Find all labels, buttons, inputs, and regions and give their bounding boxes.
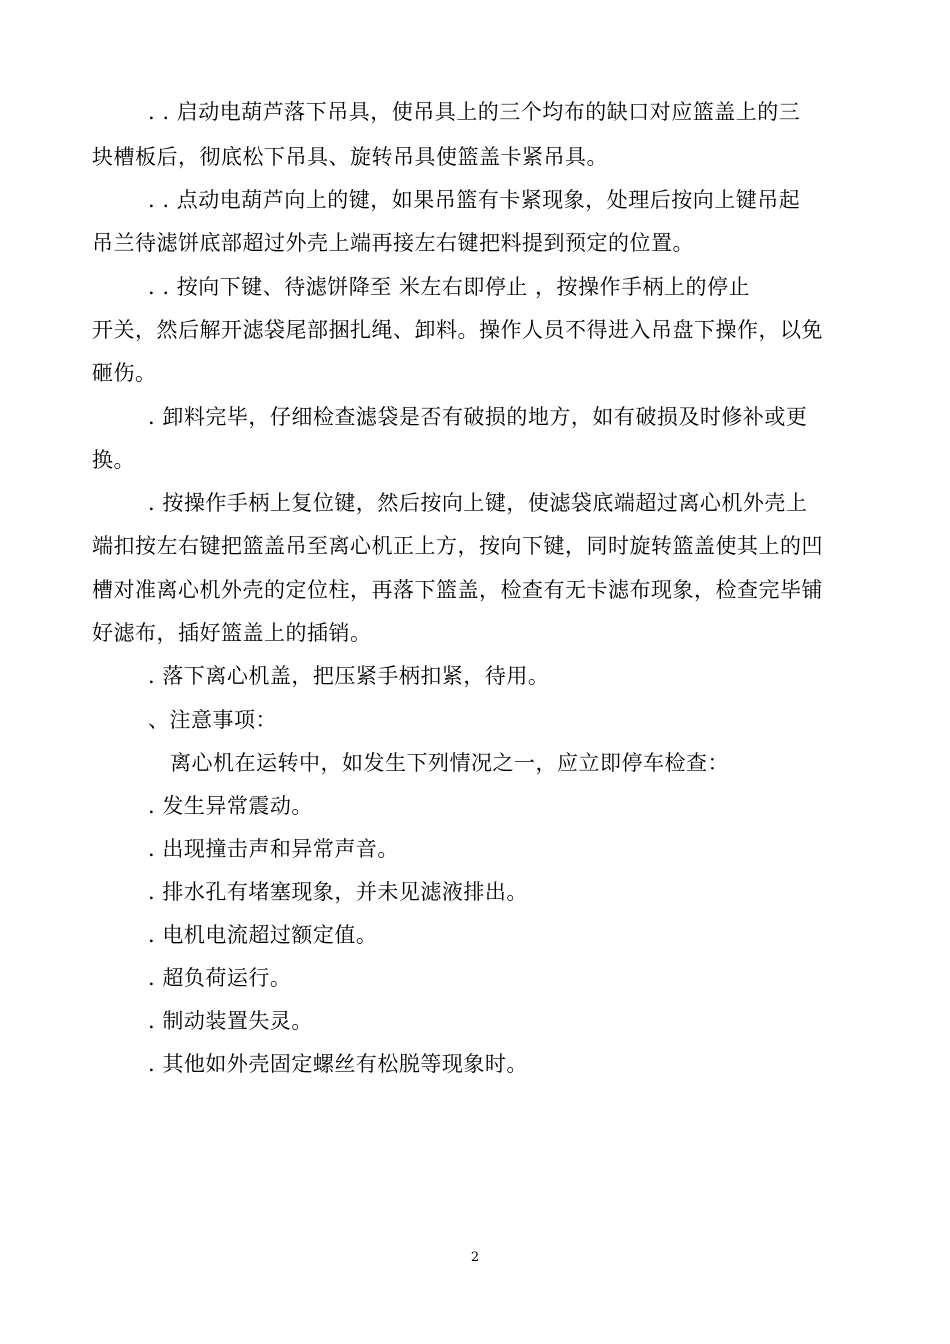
paragraph-2-line-1: . . 点动电葫芦向上的键，如果吊篮有卡紧现象，处理后按向上键吊起 (148, 188, 801, 212)
paragraph-1-line-1: . . 启动电葫芦落下吊具，使吊具上的三个均布的缺口对应篮盖上的三 (148, 100, 801, 124)
paragraph-5-line-3: 槽对准离心机外壳的定位柱，再落下篮盖，检查有无卡滤布现象，检查完毕铺 (92, 578, 823, 602)
paragraph-3-line-1: . . 按向下键、待滤饼降至 米左右即停止 ，按操作手柄上的停止 (148, 275, 751, 299)
paragraph-5-line-2: 端扣按左右键把篮盖吊至离心机正上方，按向下键，同时旋转篮盖使其上的凹 (92, 534, 823, 558)
paragraph-4-line-1: . 卸料完毕，仔细检查滤袋是否有破损的地方，如有破损及时修补或更 (148, 405, 808, 429)
paragraph-5-line-1: . 按操作手柄上复位键，然后按向上键，使滤袋底端超过离心机外壳上 (148, 491, 808, 515)
checklist-item: . 超负荷运行。 (148, 966, 292, 990)
checklist-item: . 发生异常震动。 (148, 794, 313, 818)
paragraph-6-line-1: . 落下离心机盖，把压紧手柄扣紧，待用。 (148, 664, 550, 688)
paragraph-3-line-3: 砸伤。 (92, 361, 157, 385)
section-intro: 离心机在运转中，如发生下列情况之一，应立即停车检查： (170, 751, 729, 775)
checklist-item: . 排水孔有堵塞现象，并未见滤液排出。 (148, 880, 528, 904)
section-heading: 、注意事项： (148, 708, 277, 732)
paragraph-3-line-2: 开关，然后解开滤袋尾部捆扎绳、卸料。操作人员不得进入吊盘下操作，以免 (92, 318, 823, 342)
checklist-item: . 出现撞击声和异常声音。 (148, 837, 399, 861)
checklist-item: . 其他如外壳固定螺丝有松脱等现象时。 (148, 1052, 528, 1076)
checklist-item: . 电机电流超过额定值。 (148, 923, 378, 947)
paragraph-1-line-2: 块槽板后，彻底松下吊具、旋转吊具使篮盖卡紧吊具。 (92, 145, 608, 169)
paragraph-5-line-4: 好滤布，插好篮盖上的插销。 (92, 621, 372, 645)
paragraph-4-line-2: 换。 (92, 448, 135, 472)
checklist-item: . 制动装置失灵。 (148, 1009, 313, 1033)
page-number: 2 (470, 1250, 480, 1265)
paragraph-2-line-2: 吊兰待滤饼底部超过外壳上端再接左右键把料提到预定的位置。 (92, 231, 694, 255)
